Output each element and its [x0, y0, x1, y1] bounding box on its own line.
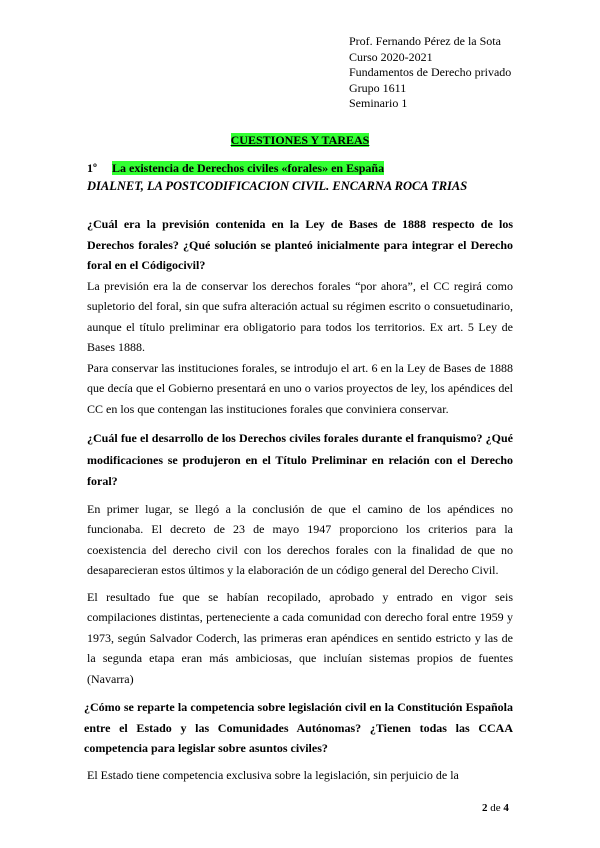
section-number: 1º	[87, 161, 97, 175]
answer-1-paragraph-2: Para conservar las instituciones forales, se introdujo el art. 6 en la Ley de Bases de 1888 que decía que el Gobierno presentará en uno o varios proyectos de ley, los apéndices del CC en los que contengan las instituciones forales que conviniera conservar.	[87, 360, 513, 416]
section-title: La existencia de Derechos civiles «forales» en España	[112, 161, 385, 175]
page-title-wrap	[0, 133, 600, 148]
header-course: Curso 2020-2021	[349, 49, 433, 64]
header-group: Grupo 1611	[349, 80, 407, 95]
page-total: 4	[503, 802, 509, 814]
header-professor: Prof. Fernando Pérez de la Sota	[349, 34, 501, 48]
page-of: de	[490, 802, 501, 814]
header-subject: Fundamentos de Derecho privado	[349, 65, 512, 80]
answer-1-paragraph-1: La previsión era la de conservar los derechos forales “por ahora”, el CC regirá como supletorio del foral, sin que sufra alteración actual su régimen escrito o consuetudinario, aunque el título preliminar era obligatorio para todos los territorios. Ex art. 5 Ley de Bases 1888.	[87, 278, 513, 354]
question-1: ¿Cuál era la previsión contenida en la Ley de Bases de 1888 respecto de los Derechos forales? ¿Qué solución se planteó inicialmente para integrar el Derecho foral en el Códigocivil?	[87, 217, 513, 272]
section-source: DIALNET, LA POSTCODIFICACION CIVIL. ENCARNA ROCA TRIAS	[87, 179, 468, 193]
header-seminar: Seminario 1	[349, 96, 408, 111]
document-header	[349, 34, 511, 112]
question-block-2	[87, 428, 513, 689]
question-block-3	[84, 697, 513, 785]
question-block-1	[87, 214, 513, 419]
answer-2-paragraph-2: El resultado fue que se habían recopilado, aprobado y entrado en vigor seis compilaciones distintas, perteneciente a cada comunidad con derecho foral entre 1959 y 1973, según Salvador Coderch, las primeras eran apéndices en sentido estricto y las de la segunda etapa eran más ambiciosas, que incluían sistemas propios de fuentes (Navarra)	[87, 589, 513, 686]
question-3: ¿Cómo se reparte la competencia sobre legislación civil en la Constitución Española entre el Estado y las Comunidades Autónomas? ¿Tienen todas las CCAA competencia para legislar sobre asuntos civiles?	[84, 700, 513, 755]
page-title: CUESTIONES Y TAREAS	[230, 133, 370, 147]
page-current: 2	[482, 802, 488, 814]
page-number	[482, 802, 509, 814]
answer-2-paragraph-1: En primer lugar, se llegó a la conclusión de que el camino de los apéndices no funcionaba. El decreto de 23 de mayo 1947 proporciono los criterios para la coexistencia del derecho civil con los derechos forales con la finalidad de que no desaparecieran estos últimos y la elaboración de un código general del Derecho Civil.	[87, 501, 513, 577]
section-heading	[87, 161, 384, 176]
question-2: ¿Cuál fue el desarrollo de los Derechos civiles forales durante el franquismo? ¿Qué modificaciones se produjeron en el Título Preliminar en relación con el Derecho foral?	[87, 431, 513, 488]
answer-3-paragraph-1: El Estado tiene competencia exclusiva sobre la legislación, sin perjuicio de la	[87, 767, 459, 782]
